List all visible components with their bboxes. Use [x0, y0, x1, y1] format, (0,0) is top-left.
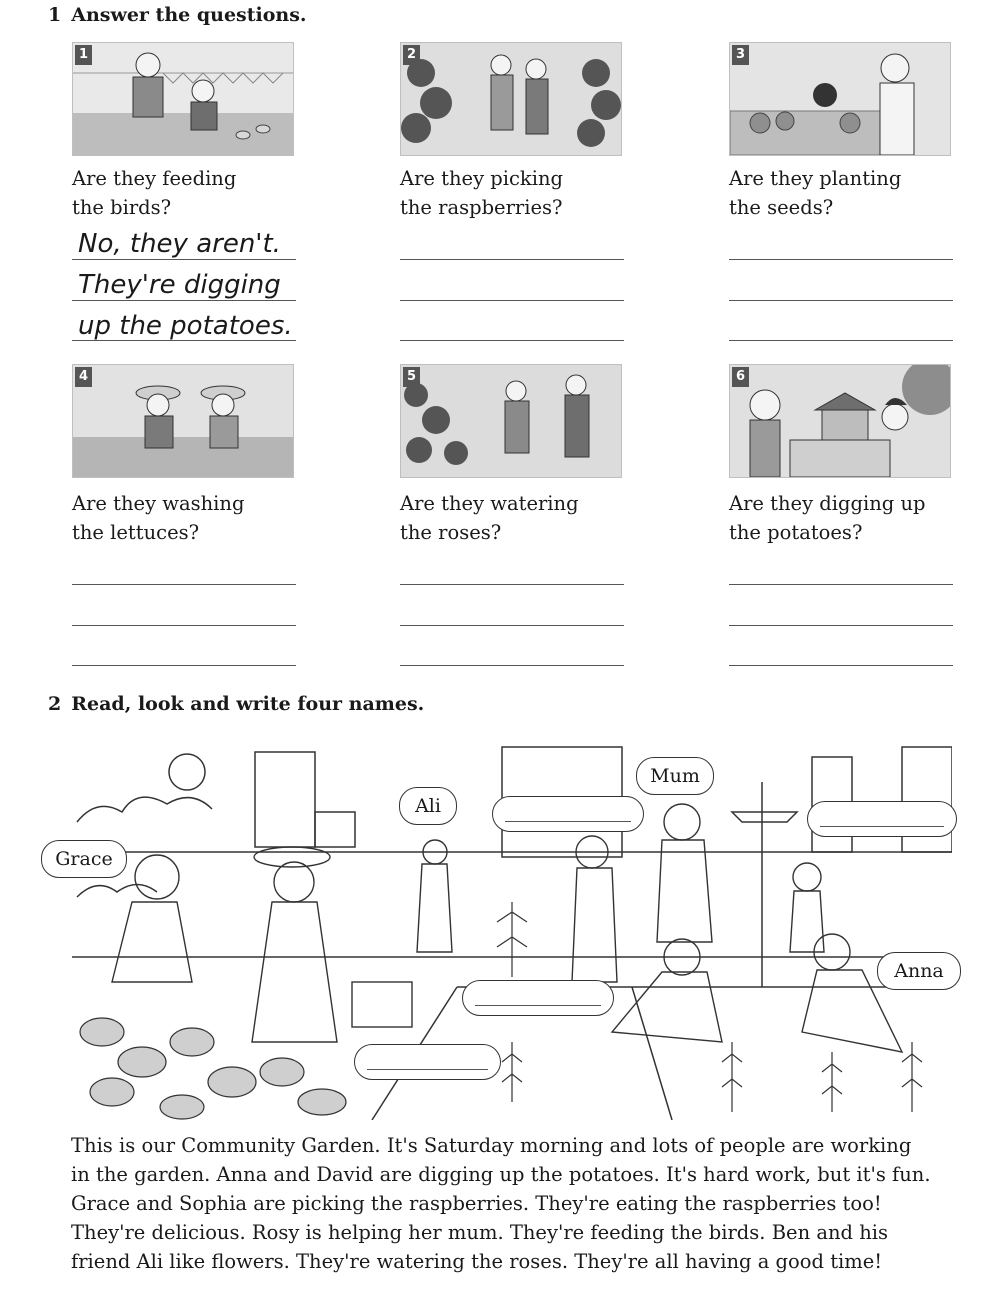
picking-illustration: [401, 365, 621, 477]
exercise-title: Read, look and write four names.: [71, 693, 425, 715]
answer-line[interactable]: [400, 259, 624, 260]
question-line-2: the seeds?: [729, 196, 834, 219]
paragraph-line: They're delicious. Rosy is helping her mum. They're feeding the birds. Ben and his: [71, 1221, 888, 1244]
question-1: [72, 164, 312, 222]
exercise-2-heading: [48, 693, 424, 715]
blank-line: [367, 1069, 488, 1070]
watering-illustration: [401, 43, 621, 155]
answer-line[interactable]: [400, 665, 624, 666]
answer-line[interactable]: [729, 625, 953, 626]
label-grace: Grace: [41, 840, 127, 878]
picture-badge: 6: [732, 367, 749, 387]
blank-line: [505, 821, 631, 822]
answer-line[interactable]: [400, 300, 624, 301]
name-blank[interactable]: [354, 1044, 501, 1080]
paragraph-line: in the garden. Anna and David are digging up the potatoes. It's hard work, but it's fun.: [71, 1163, 931, 1186]
question-line-2: the lettuces?: [72, 521, 200, 544]
digging-illustration: [73, 43, 293, 155]
picture-badge: 2: [403, 45, 420, 65]
label-anna: Anna: [877, 952, 961, 990]
picture-1: [72, 42, 294, 156]
picture-3: [729, 42, 951, 156]
question-line-1: Are they washing: [72, 492, 245, 515]
exercise-number: 1: [48, 4, 62, 26]
question-6: [729, 489, 969, 547]
paragraph-line: This is our Community Garden. It's Saturday morning and lots of people are working: [71, 1134, 912, 1157]
answer-line[interactable]: [400, 625, 624, 626]
answer-1-line-1: No, they aren't.: [78, 229, 281, 259]
question-line-2: the potatoes?: [729, 521, 863, 544]
question-line-1: Are they planting: [729, 167, 902, 190]
answer-line[interactable]: [729, 665, 953, 666]
question-5: [400, 489, 640, 547]
answer-line[interactable]: [72, 584, 296, 585]
answer-line: [72, 340, 296, 341]
answer-line[interactable]: [400, 584, 624, 585]
answer-line[interactable]: [729, 300, 953, 301]
label-mum: Mum: [636, 757, 714, 795]
exercise-title: Answer the questions.: [71, 4, 307, 26]
blank-line: [475, 1005, 601, 1006]
exercise-number: 2: [48, 693, 62, 715]
paragraph-line: friend Ali like flowers. They're watering the roses. They're all having a good time!: [71, 1250, 883, 1273]
question-line-2: the roses?: [400, 521, 502, 544]
answer-line[interactable]: [729, 259, 953, 260]
question-line-2: the raspberries?: [400, 196, 563, 219]
picture-badge: 5: [403, 367, 420, 387]
bird-table-illustration: [730, 365, 950, 477]
name-blank[interactable]: [492, 796, 644, 832]
picture-5: [400, 364, 622, 478]
reading-paragraph: [71, 1131, 971, 1276]
question-line-1: Are they digging up: [729, 492, 926, 515]
question-line-1: Are they watering: [400, 492, 579, 515]
name-blank[interactable]: [462, 980, 614, 1016]
answer-line[interactable]: [729, 584, 953, 585]
answer-line[interactable]: [400, 340, 624, 341]
picture-6: [729, 364, 951, 478]
blank-line: [820, 826, 944, 827]
picture-badge: 4: [75, 367, 92, 387]
question-line-2: the birds?: [72, 196, 172, 219]
answer-line: [72, 300, 296, 301]
exercise-1-heading: [48, 4, 307, 26]
picture-2: [400, 42, 622, 156]
question-line-1: Are they feeding: [72, 167, 237, 190]
answer-1-line-3: up the potatoes.: [78, 311, 293, 341]
picture-badge: 3: [732, 45, 749, 65]
planting-illustration: [73, 365, 293, 477]
answer-line[interactable]: [72, 665, 296, 666]
picture-badge: 1: [75, 45, 92, 65]
community-garden-illustration: [55, 742, 952, 1120]
paragraph-line: Grace and Sophia are picking the raspberries. They're eating the raspberries too!: [71, 1192, 882, 1215]
name-blank[interactable]: [807, 801, 957, 837]
answer-line: [72, 259, 296, 260]
label-ali: Ali: [399, 787, 457, 825]
question-2: [400, 164, 640, 222]
picture-4: [72, 364, 294, 478]
washing-illustration: [730, 43, 950, 155]
answer-line[interactable]: [72, 625, 296, 626]
question-4: [72, 489, 312, 547]
question-line-1: Are they picking: [400, 167, 564, 190]
answer-line[interactable]: [729, 340, 953, 341]
question-3: [729, 164, 969, 222]
answer-1-line-2: They're digging: [78, 270, 281, 300]
